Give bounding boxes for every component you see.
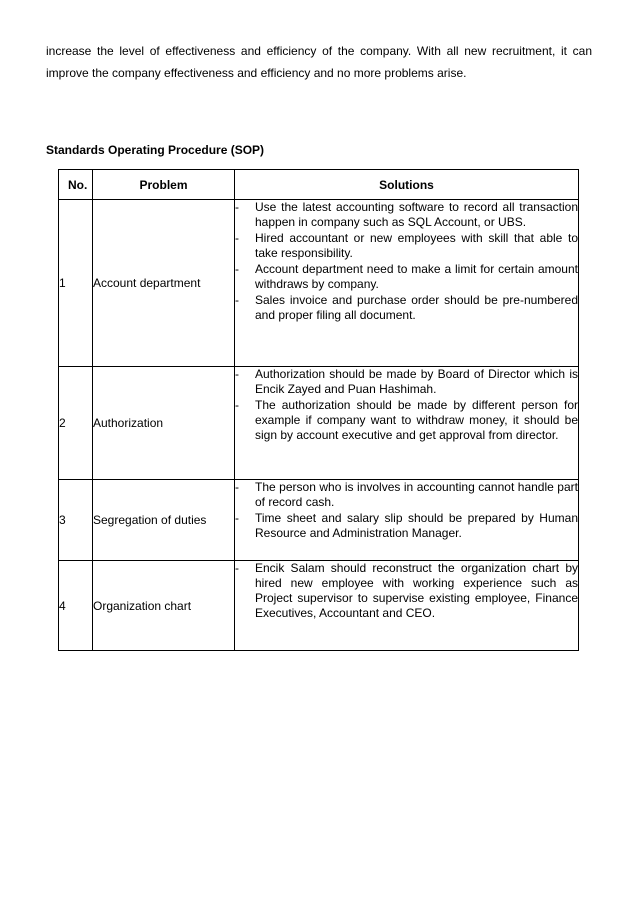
solutions-list	[235, 561, 578, 621]
row-number: 4	[59, 561, 93, 651]
solution-item	[235, 367, 578, 397]
solutions-list	[235, 480, 578, 541]
bullet-dash: -	[235, 293, 239, 307]
table-row	[59, 561, 579, 651]
bullet-dash: -	[235, 262, 239, 276]
header-solutions: Solutions	[235, 170, 579, 200]
bullet-dash: -	[235, 200, 239, 214]
solution-text: Account department need to make a limit for certain amount withdraws by company.	[255, 262, 578, 291]
solution-item	[235, 480, 578, 510]
solution-item	[235, 511, 578, 541]
bullet-dash: -	[235, 511, 239, 525]
section-title: Standards Operating Procedure (SOP)	[46, 143, 265, 157]
sop-table	[58, 169, 579, 651]
row-number: 3	[59, 480, 93, 561]
row-solutions	[235, 561, 579, 651]
row-problem: Organization chart	[93, 561, 235, 651]
bullet-dash: -	[235, 367, 239, 381]
solution-item	[235, 293, 578, 323]
bullet-dash: -	[235, 398, 239, 412]
header-problem: Problem	[93, 170, 235, 200]
solution-text: Time sheet and salary slip should be prepared by Human Resource and Administration Manager.	[255, 511, 578, 540]
table-row	[59, 480, 579, 561]
solution-text: Use the latest accounting software to record all transaction happen in company such as SQL Account, or UBS.	[255, 200, 578, 229]
table-row	[59, 200, 579, 367]
row-number: 1	[59, 200, 93, 367]
solution-item	[235, 561, 578, 621]
bullet-dash: -	[235, 231, 239, 245]
solution-item	[235, 200, 578, 230]
solution-text: The person who is involves in accounting cannot handle part of record cash.	[255, 480, 578, 509]
row-problem: Account department	[93, 200, 235, 367]
bullet-dash: -	[235, 480, 239, 494]
solution-item	[235, 398, 578, 443]
solutions-list	[235, 200, 578, 323]
solution-text: Hired accountant or new employees with skill that able to take responsibility.	[255, 231, 578, 260]
bullet-dash: -	[235, 561, 239, 575]
solution-item	[235, 231, 578, 261]
solution-text: The authorization should be made by different person for example if company want to withdraw money, it should be sign by account executive and get approval from director.	[255, 398, 578, 442]
row-problem: Segregation of duties	[93, 480, 235, 561]
solution-item	[235, 262, 578, 292]
solution-text: Sales invoice and purchase order should be pre-numbered and proper filing all document.	[255, 293, 578, 322]
solutions-list	[235, 367, 578, 443]
row-number: 2	[59, 367, 93, 480]
table-header-row	[59, 170, 579, 200]
row-solutions	[235, 480, 579, 561]
row-solutions	[235, 367, 579, 480]
solution-text: Authorization should be made by Board of Director which is Encik Zayed and Puan Hashimah.	[255, 367, 578, 396]
intro-paragraph: increase the level of effectiveness and efficiency of the company. With all new recruitment, it can improve the company effectiveness and efficiency and no more problems arise.	[46, 44, 592, 80]
solution-text: Encik Salam should reconstruct the organization chart by hired new employee with working experience such as Project supervisor to supervise existing employee, Finance Executives, Accountant and CEO.	[255, 561, 578, 620]
header-no: No.	[59, 170, 93, 200]
row-solutions	[235, 200, 579, 367]
row-problem: Authorization	[93, 367, 235, 480]
table-row	[59, 367, 579, 480]
